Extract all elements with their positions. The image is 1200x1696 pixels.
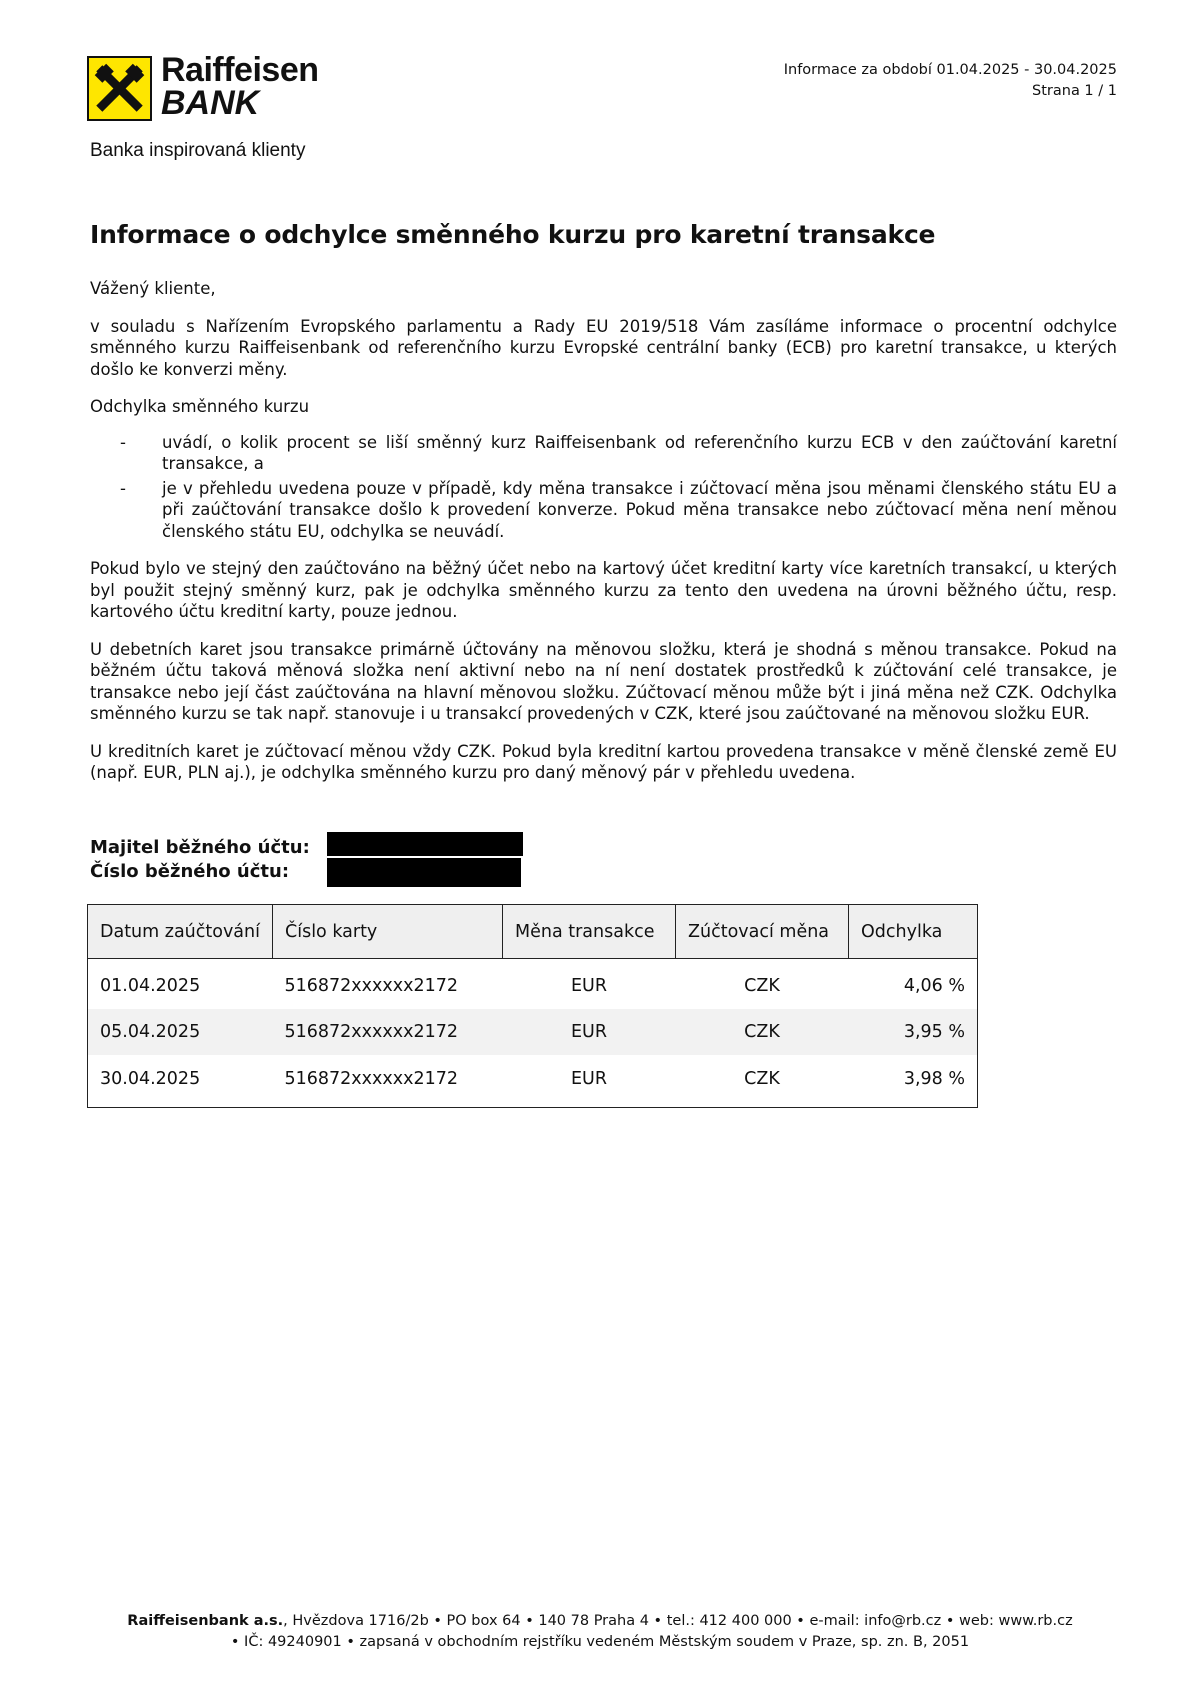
credit-cards-paragraph: U kreditních karet je zúčtovací měnou vždy CZK. Pokud byla kreditní kartou provedena transakce v měně členské země EU (např. EUR, PLN aj.), je odchylka směnného kurzu pro daný měnový pár v přehledu uvedena. [90, 741, 1117, 782]
bullet-text: je v přehledu uvedena pouze v případě, kdy měna transakce i zúčtovací měna jsou měnami členského státu EU a při zaúčtování transakce došlo k provedení konverze. Pokud měna transakce nebo zúčtovací měna není měnou členského státu EU, odchylka se neuvádí. [162, 478, 1117, 541]
account-info [90, 836, 310, 884]
table-row [88, 1009, 978, 1055]
debit-cards-paragraph: U debetních karet jsou transakce primárně účtovány na měnovou složku, která je shodná s měnou transakce. Pokud na běžném účtu taková měnová složka není aktivní nebo na ní není dostatek prostředků k zúčtování celé transakce, je transakce nebo její část zaúčtována na hlavní měnovou složku. Zúčtovací měnou může být i jiná měna než CZK. Odchylka směnného kurzu se tak např. stanovuje i u transakcí provedených v CZK, které jsou zaúčtované na měnovou složku EUR. [90, 639, 1117, 723]
footer-company: Raiffeisenbank a.s. [127, 1613, 284, 1629]
deviation-cell: 4,06 % [903, 976, 965, 996]
logo-name: Raiffeisen [161, 51, 319, 89]
column-header: Číslo karty [273, 905, 503, 959]
deviation-table [87, 904, 978, 1108]
period-text: Informace za období 01.04.2025 - 30.04.2025 [783, 62, 1117, 78]
settlement-currency-cell: CZK [744, 976, 780, 996]
settlement-currency-cell: CZK [744, 1069, 780, 1089]
greeting: Vážený kliente, [90, 279, 216, 298]
owner-label: Majitel běžného účtu: [90, 837, 310, 858]
bullet-item [90, 432, 1117, 475]
raiffeisen-gable-cross-icon [87, 56, 152, 121]
date-cell: 01.04.2025 [100, 976, 201, 996]
card-number-cell: 516872xxxxxx2172 [284, 976, 458, 996]
page-title: Informace o odchylce směnného kurzu pro karetní transakce [90, 220, 936, 249]
date-cell: 05.04.2025 [88, 1009, 273, 1055]
footer-contacts: , Hvězdova 1716/2b • PO box 64 • 140 78 Praha 4 • tel.: 412 400 000 • e-mail: info@rb.cz • web: www.rb.cz [283, 1613, 1073, 1629]
transaction-currency-cell: EUR [570, 1069, 608, 1089]
settlement-currency-cell: CZK [676, 1009, 849, 1055]
date-cell: 30.04.2025 [100, 1069, 201, 1089]
page-footer [0, 1611, 1200, 1653]
column-header: Měna transakce [503, 905, 676, 959]
page-number: Strana 1 / 1 [1032, 83, 1117, 99]
footer-line-2: • IČ: 49240901 • zapsaná v obchodním rejstříku vedeném Městským soudem v Praze, sp. zn. B, 2051 [230, 1634, 970, 1650]
redacted-account-number [327, 858, 521, 887]
deviation-cell: 3,95 % [849, 1009, 978, 1055]
card-number-cell: 516872xxxxxx2172 [273, 1009, 503, 1055]
bullet-dash: - [120, 432, 126, 452]
period-info [784, 60, 1117, 102]
account-number-label: Číslo běžného účtu: [90, 861, 290, 882]
logo-wordmark [161, 51, 319, 122]
footer-line-1 [0, 1611, 1200, 1632]
bullet-dash: - [120, 478, 126, 498]
deviation-lead: Odchylka směnného kurzu [90, 397, 310, 416]
letter-body [90, 278, 1117, 800]
column-header: Zúčtovací měna [676, 905, 849, 959]
logo-bank: BANK [161, 84, 260, 122]
bank-logo [87, 51, 337, 126]
table-row [88, 959, 978, 1010]
transaction-currency-cell: EUR [570, 976, 608, 996]
bullet-text: uvádí, o kolik procent se liší směnný kurz Raiffeisenbank od referenčního kurzu ECB v den zaúčtování karetní transakce, a [162, 432, 1117, 473]
table-header-row [88, 905, 978, 959]
slogan: Banka inspirovaná klienty [90, 140, 306, 161]
card-number-cell: 516872xxxxxx2172 [284, 1069, 458, 1089]
table-row [88, 1055, 978, 1108]
same-day-paragraph: Pokud bylo ve stejný den zaúčtováno na běžný účet nebo na kartový účet kreditní karty více karetních transakcí, u kterých byl použit stejný směnný kurz, pak je odchylka směnného kurzu za tento den uvedena na úrovni běžného účtu, resp. kartového účtu kreditní karty, pouze jednou. [90, 559, 1117, 621]
intro-paragraph: v souladu s Nařízením Evropského parlamentu a Rady EU 2019/518 Vám zasíláme informace o procentní odchylce směnného kurzu Raiffeisenbank od referenčního kurzu Evropské centrální banky (ECB) pro karetní transakce, u kterých došlo ke konverzi měny. [90, 316, 1117, 379]
redacted-owner [327, 832, 523, 856]
column-header: Datum zaúčtování [88, 905, 273, 959]
transaction-currency-cell: EUR [503, 1009, 676, 1055]
deviation-bullets [90, 432, 1117, 543]
deviation-cell: 3,98 % [903, 1069, 965, 1089]
column-header: Odchylka [849, 905, 978, 959]
bullet-item [90, 478, 1117, 543]
